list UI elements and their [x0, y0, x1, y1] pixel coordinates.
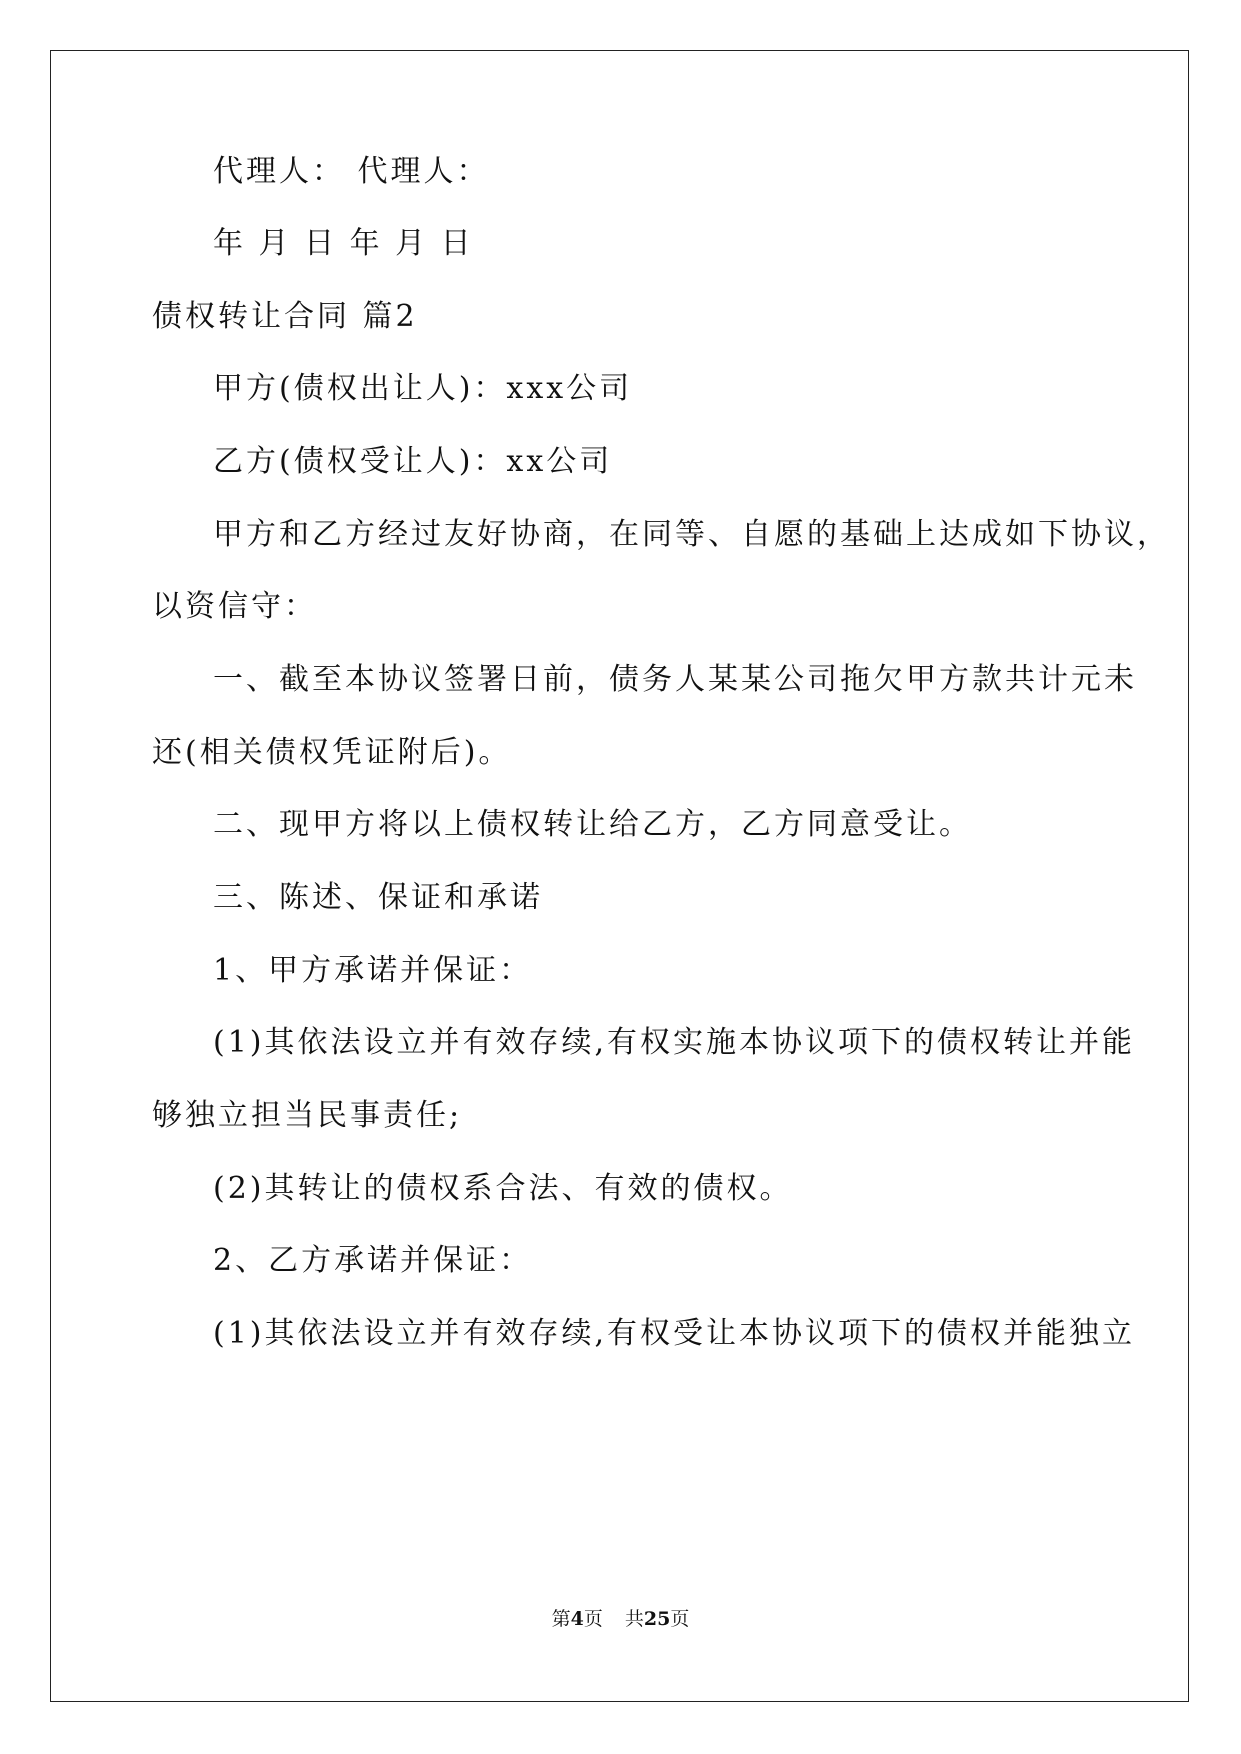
- party-b-line: 乙方(债权受让人)：xx公司: [213, 444, 613, 479]
- paragraph-line: 够独立担当民事责任;: [152, 1098, 463, 1133]
- paragraph-line: (2)其转让的债权系合法、有效的债权。: [213, 1171, 793, 1206]
- paragraph-line: 还(相关债权凭证附后)。: [152, 735, 512, 770]
- page-footer: [0, 1607, 1241, 1631]
- party-a-line: 甲方(债权出让人)：xxx公司: [213, 371, 633, 406]
- current-page-number: 4: [570, 1608, 584, 1630]
- footer-page-unit: 页: [583, 1608, 603, 1630]
- paragraph-line: 以资信守：: [152, 589, 317, 624]
- paragraph-line: (1)其依法设立并有效存续,有权实施本协议项下的债权转让并能: [213, 1025, 1136, 1060]
- paragraph-line: (1)其依法设立并有效存续,有权受让本协议项下的债权并能独立: [213, 1316, 1136, 1351]
- signature-agent-line: 代理人： 代理人：: [213, 154, 490, 189]
- footer-total-unit: 页: [670, 1608, 690, 1630]
- paragraph-line: 二、现甲方将以上债权转让给乙方，乙方同意受让。: [213, 807, 972, 842]
- clause-heading: 三、陈述、保证和承诺: [213, 880, 543, 915]
- paragraph-line: 一、截至本协议签署日前，债务人某某公司拖欠甲方款共计元未: [213, 662, 1137, 697]
- footer-total-prefix: 共: [624, 1608, 644, 1630]
- signature-date-line: 年 月 日 年 月 日: [213, 226, 474, 261]
- paragraph-line: 甲方和乙方经过友好协商，在同等、自愿的基础上达成如下协议，: [213, 517, 1170, 552]
- clause-subheading: 1、甲方承诺并保证：: [213, 953, 533, 988]
- total-pages-number: 25: [643, 1608, 671, 1630]
- clause-subheading: 2、乙方承诺并保证：: [213, 1243, 533, 1278]
- section-heading: 债权转让合同 篇2: [152, 299, 418, 334]
- footer-prefix: 第: [551, 1608, 571, 1630]
